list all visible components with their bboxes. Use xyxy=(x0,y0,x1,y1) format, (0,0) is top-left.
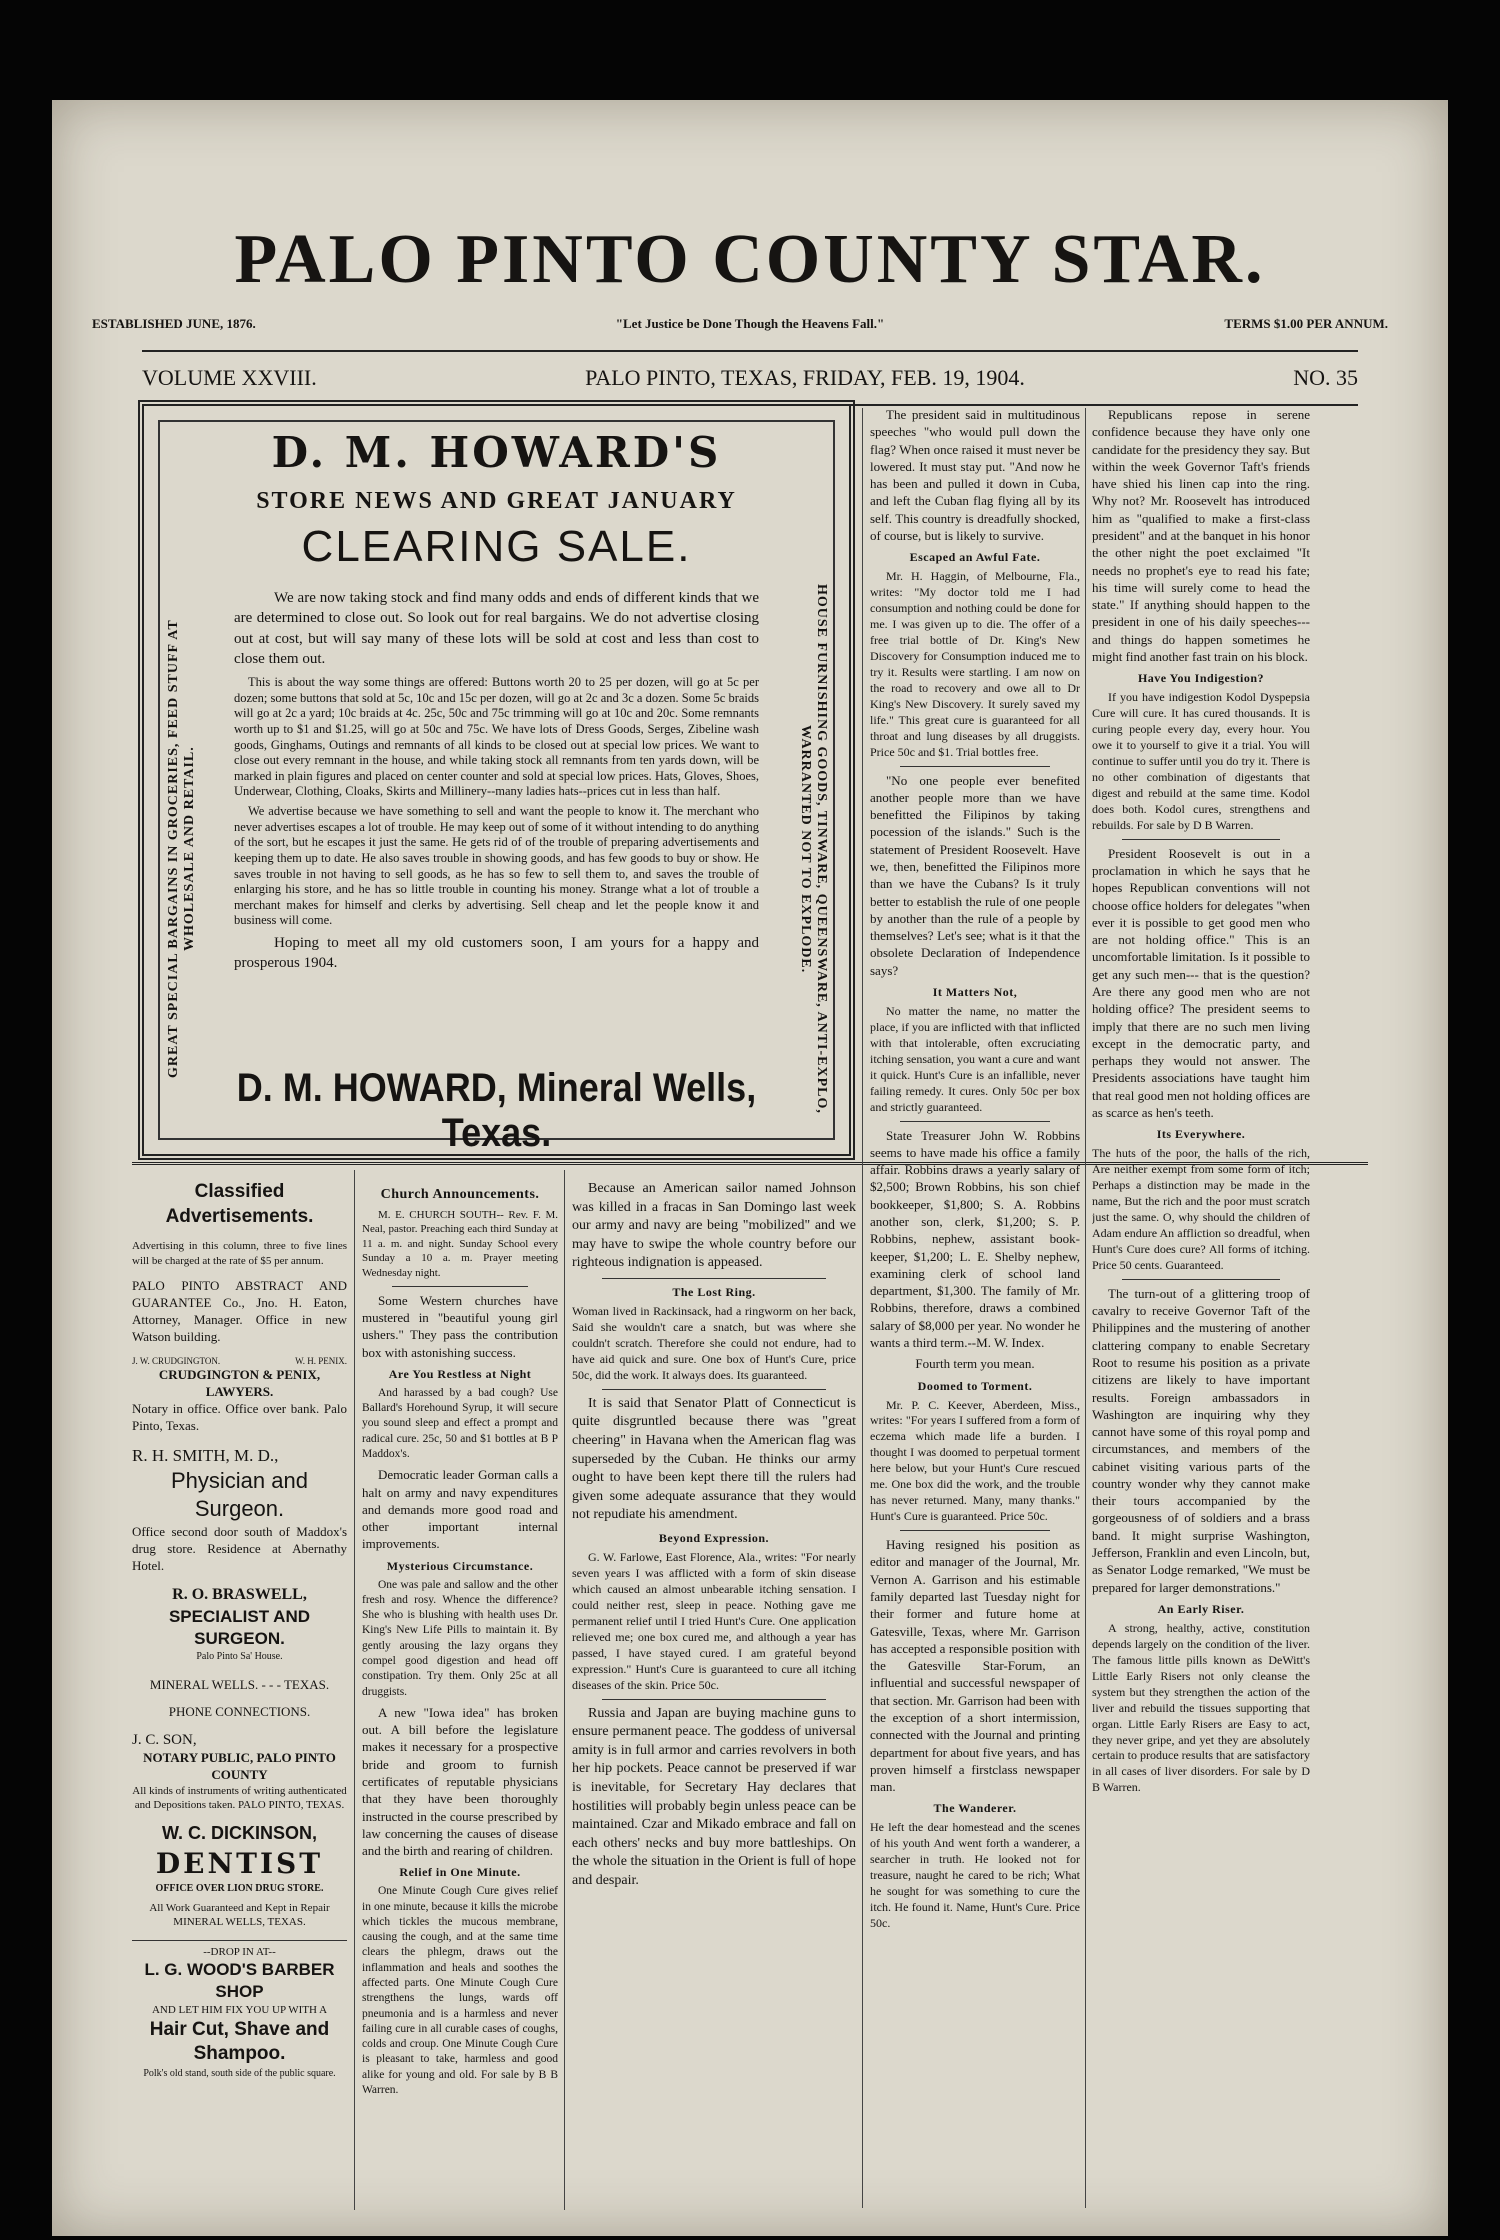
headline: The Lost Ring. xyxy=(672,1285,756,1300)
dentist-location: MINERAL WELLS, TEXAS. xyxy=(173,1916,306,1929)
ad-body xyxy=(234,588,759,1048)
article-text: President Roosevelt is out in a proclamation in which he says that he hopes Republican conventions will not choose office holders for delegates "when ever it is possible to get good men who are not holding office." This is an uncomfortable limitation. Is it possible to get any such men--- that is the question? Are there any good men who are not holding office? The president seems to imply that there are no such men living except in the democratic party, and perhaps they would not answer. The Presidents associations have taught him that real good men not holding offices are as scarce as hen's teeth. xyxy=(1092,845,1310,1120)
barber-services: Hair Cut, Shave and Shampoo. xyxy=(149,2018,330,2065)
classified-card: PALO PINTO ABSTRACT AND GUARANTEE Co., Jno. H. Eaton, Attorney, Manager. Office in new Watson building. xyxy=(132,1277,347,1344)
firm-details: Notary in office. Office over bank. Palo Pinto, Texas. xyxy=(132,1401,347,1433)
headline: Mysterious Circumstance. xyxy=(386,1558,534,1573)
article-text: A strong, healthy, active, constitution depends largely on the condition of the liver. The famous little pills known as DeWitt's Little Early Risers not only cleanse the system but they strengthen the action of the liver and rebuild the tissues supporting that organ. Little Early Risers are Easy to act, they never gripe, and yet they are absolutely certain to produce results that are satisfactory in all cases of liver disorders. For sale by D B Warren. xyxy=(1092,1620,1310,1795)
ad-paragraph: Hoping to meet all my old customers soon, I am yours for a happy and prosperous 1904. xyxy=(234,935,759,972)
poem-text: The huts of the poor, the halls of the rich, Are neither exempt from some form of itch; Perhaps a distinction may be made in the name, But the rich and the poor must scratch just the same. O, why should the children of Adam endure An affliction so dreadful, when Hunt's Cure does cure? All forms of itching. Price 50 cents. Guaranteed. xyxy=(1092,1146,1310,1272)
classified-card xyxy=(132,1585,347,1721)
ad-right-vertical: HOUSE FURNISHING GOODS, TINWARE, QUEENSWARE, ANTI-EXPLO, WARRANTED NOT TO EXPLODE. xyxy=(798,584,829,1114)
headline: An Early Riser. xyxy=(1157,1601,1245,1616)
article-text: No matter the name, no matter the place, if you are inflicted with that inflicted with that intolerable, often excruciating itching sensation, you want a cure and want it quick. Hunt's Cure is an infallible, never failing remedy. It cures. Only 50c per box and strictly guaranteed. xyxy=(870,1003,1080,1114)
classified-heading: Classified Advertisements. xyxy=(165,1181,314,1227)
divider xyxy=(392,1286,528,1287)
article-text: And harassed by a bad cough? Use Ballard's Horehound Syrup, it will secure you sound sleep and effect a prompt and radical cure. 25c, 50 and $1 bottles at B P Maddox's. xyxy=(362,1386,558,1460)
headline: Relief in One Minute. xyxy=(399,1865,521,1880)
ad-clearing-sale: CLEARING SALE. xyxy=(301,522,692,571)
column-rule xyxy=(564,1170,565,2210)
article-text: Mr. P. C. Keever, Aberdeen, Miss., writes: "For years I suffered from a form of eczema which made life a burden. I thought I was doomed to perpetual torment here below, but your Hunt's Cure rescued me. One box did the work, and the trouble has never returned. Many, many thanks." Hunt's Cure is guaranteed. Price 50c. xyxy=(870,1397,1080,1524)
firm-name: CRUDGINGTON & PENIX, LAWYERS. xyxy=(158,1367,321,1400)
article-text: Some Western churches have mustered in "beautiful young girl ushers." They pass the contribution box with astonishing success. xyxy=(362,1292,558,1360)
classified-column xyxy=(132,1180,347,2090)
issue-number: NO. 35 xyxy=(1293,365,1358,390)
headline: Beyond Expression. xyxy=(658,1531,770,1546)
classified-card xyxy=(132,1445,347,1575)
dentist-name: W. C. DICKINSON, xyxy=(161,1823,317,1844)
divider xyxy=(602,1699,826,1700)
article-text: M. E. CHURCH SOUTH-- Rev. F. M. Neal, pastor. Preaching each third Sunday at 11 a. m. and night. Sunday School every Sunday a 10 a. m. Prayer meeting Wednesday night. xyxy=(362,1208,558,1280)
article-text: The president said in multitudinous speeches "who would pull down the flag? When once raised it must never be lowered. It must stay put. "And now he has been and pulled it down in Cuba, and left the Cuban flag flying all by its self. This country is dreadfully shocked, of course, but is likely to survive. xyxy=(870,407,1080,543)
dentist-guarantee: All Work Guaranteed and Kept in Repair xyxy=(149,1902,330,1915)
article-text: Having resigned his position as editor and manager of the Journal, Mr. Vernon A. Garrison and his estimable family departed last Tuesday night for their former and future home at Gatesville, Texas, where Mr. Garrison has accepted a responsible position with the Gatesville Star-Forum, an influential and successful newspaper of that section. Mr. Garrison had been with the exception of a short intermission, connected with the Journal and printing department for about five years, and has proven himself a firstclass newspaper man. xyxy=(870,1537,1080,1795)
established-line: ESTABLISHED JUNE, 1876. xyxy=(92,316,256,331)
classified-card xyxy=(132,1822,347,1929)
column-2 xyxy=(362,1180,558,2210)
doctor-title: Physician and Surgeon. xyxy=(171,1467,308,1522)
motto: "Let Justice be Done Though the Heavens Fall." xyxy=(615,316,885,331)
divider xyxy=(1122,839,1280,840)
headline: The Wanderer. xyxy=(933,1801,1017,1816)
article-text: It is said that Senator Platt of Connecticut is quite disgruntled because there was "great cheering" in Havana when the American flag was superseded by the Cuban. He thinks our army ought to have been kept there till the rulers had given some adequate assurance that they would not repudiate his amendment. xyxy=(572,1395,856,1523)
article-text: Because an American sailor named Johnson was killed in a fracas in San Domingo last week our army and navy are being "mobilized" and we may have to swipe the whole country before our righteous indignation is appeased. xyxy=(572,1181,856,1271)
doctor-name: R. H. SMITH, M. D., xyxy=(132,1445,279,1465)
article-text: Democratic leader Gorman calls a halt on army and navy expenditures and demands more good road and other important internal improvements. xyxy=(362,1467,558,1552)
ad-left-vertical: GREAT SPECIAL BARGAINS IN GROCERIES, FEED STUFF AT WHOLESALE AND RETAIL. xyxy=(166,619,197,1079)
column-3 xyxy=(572,1180,856,2210)
divider xyxy=(1122,1279,1280,1280)
ad-title: D. M. HOWARD'S xyxy=(271,428,722,477)
surgeon-name: R. O. BRASWELL, xyxy=(172,1585,307,1603)
divider xyxy=(602,1278,826,1279)
ad-paragraph: We are now taking stock and find many odds and ends of different kinds that we are determined to close out. So look out for real bargains. We do not advertise closing out at cost, but will say many of these lots will be sold at cost and less than cost to close them out. xyxy=(234,590,759,667)
volume: VOLUME XXVIII. xyxy=(142,365,317,390)
divider xyxy=(900,766,1050,767)
barber-intro: --DROP IN AT-- xyxy=(203,1945,276,1958)
notary-details: All kinds of instruments of writing authenticated and Depositions taken. PALO PINTO, TEXAS. xyxy=(132,1784,347,1812)
column-4 xyxy=(870,406,1080,2206)
article-text: Russia and Japan are buying machine guns to ensure permanent peace. The goddess of universal amity is in full armor and carries revolvers in both her hip pockets. Peace cannot be preserved if war is inevitable, for Secretary Hay declares that hostilities will probably begin unless peace can be maintained. Czar and Mikado embrace and fall on each others' necks and buy more battleships. On the whole the situation in the Orient is full of hope and despair. xyxy=(572,1705,856,1889)
masthead-title: PALO PINTO COUNTY STAR. xyxy=(234,221,1266,298)
divider xyxy=(900,1530,1050,1531)
divider xyxy=(602,1389,826,1390)
ad-paragraph: We advertise because we have something to sell and want the people to know it. The merchant who never advertises escapes a lot of trouble. He may keep out of some of it without intending to do anything of the sort, but he escapes it just the same. He gets rid of of the trouble of preparing advertisements and keeping them up to date. He also saves trouble in showing goods, and has few goods to buy or show. He saves trouble in not having to sell goods, as he has so few to sell them to, and saves the trouble of enlarging his store, and he has so little trouble in counting his money. Strange what a lot of trouble a merchant makes for himself and clerks by advertising. Sell cheap and let the people know it and business will come. xyxy=(234,804,759,928)
headline: Church Announcements. xyxy=(380,1187,540,1202)
howard-advertisement xyxy=(138,400,855,1160)
article-text: Republicans repose in serene confidence because they have only one candidate for the presidency they say. But within the week Governor Taft's friends have shied his linen cap into the ring. Why not? Mr. Roosevelt has introduced him as "qualified to make a first-class president" and at the banquet in his honor the other night the poet exclaimed "It needs no prophet's eye to read his fate; his time will surely come to head the state." If anything should happen to the president in one of his daily speeches---and things do happen sometimes he might find another fast train on his block. xyxy=(1092,407,1310,664)
newspaper-page xyxy=(52,100,1448,2236)
article-text: One was pale and sallow and the other fresh and rosy. Whence the difference? She who is blushing with health uses Dr. King's New Life Pills to maintain it. By gently arousing the lazy organs they compel good digestion and head off constipation. Try them. Only 25c at all druggists. xyxy=(362,1578,558,1698)
article-text: Fourth term you mean. xyxy=(915,1356,1035,1372)
divider xyxy=(900,1121,1050,1122)
article-text: "No one people ever benefited another people more than we have benefitted the Filipinos by taking pocession of the islands." Such is the statement of President Roosevelt. Have we, then, benefitted the Filipinos more than we have the Cubans? Is it truly better to establish the rule of one people by another than the rule of a people by themselves? Let's see; what is it that the obsolete Declaration of Independence says? xyxy=(870,772,1080,978)
surgeon-title: SPECIALIST AND SURGEON. xyxy=(168,1606,311,1648)
barber-name: L. G. WOOD'S BARBER SHOP xyxy=(144,1960,335,2002)
ad-paragraph: This is about the way some things are offered: Buttons worth 20 to 25 per dozen, will go at 5c per dozen; some buttons that sold at 5c, 10c and 15c per dozen, will go at 2c and 3c a dozen. Some 5c braids will go at 2c a yard; 10c braids at 4c. 25c, 50c and 75c trimming will go at 10c and 20c. Some remnants worth up to $1 and $1.25, will go at 50c and 75c. We have lots of Dress Goods, Serges, Zibeline wash goods, Ginghams, Outings and remnants of all kinds to be closed out at special low prices. We want to close out every remnant in the house, and while taking stock all remnants from ten yards down, will be marked in plain figures and placed on center counter and sold at special low prices. Hats, Gloves, Shoes, Underwear, Clothing, Cloaks, Skirts and Millinery--many ladies hats--prices cut in less than half. xyxy=(234,675,759,799)
headline: Are You Restless at Night xyxy=(388,1366,532,1381)
headline: Escaped an Awful Fate. xyxy=(909,550,1041,565)
terms: TERMS $1.00 PER ANNUM. xyxy=(1224,316,1388,331)
notary-name: J. C. SON, xyxy=(132,1731,197,1748)
surgeon-phone: PHONE CONNECTIONS. xyxy=(168,1703,311,1719)
partner-name: W. H. PENIX. xyxy=(295,1355,347,1366)
column-rule xyxy=(1085,408,1086,2208)
partner-name: J. W. CRUDGINGTON. xyxy=(132,1355,221,1366)
barber-location: Polk's old stand, south side of the public square. xyxy=(143,2067,336,2079)
classified-intro: Advertising in this column, three to five lines will be charged at the rate of $5 per annum. xyxy=(132,1240,347,1267)
dateline: PALO PINTO, TEXAS, FRIDAY, FEB. 19, 1904. xyxy=(585,365,1025,390)
headline: Its Everywhere. xyxy=(1156,1127,1246,1142)
classified-card xyxy=(132,1940,347,2080)
column-rule xyxy=(354,1170,355,2210)
dentist-office: OFFICE OVER LION DRUG STORE. xyxy=(155,1883,324,1895)
article-text: A new "Iowa idea" has broken out. A bill before the legislature makes it necessary for a prospective bride and groom to furnish certificates of reputable physicians that they have been thoroughly instructed in the course prescribed by law concerning the causes of disease and the birth and rearing of children. xyxy=(362,1704,558,1859)
column-5 xyxy=(1092,406,1310,2206)
poem-text: Woman lived in Rackinsack, had a ringworm on her back, Said she wouldn't care a snatch, but was where she couldn't scratch. Therefore she could not endure, had to have aid quick and sure. One box of Hunt's Cure, price 50c, did the work. It always does. Its guaranteed. xyxy=(572,1304,856,1382)
notary-title: NOTARY PUBLIC, PALO PINTO COUNTY xyxy=(143,1750,336,1782)
doctor-details: Office second door south of Maddox's drug store. Residence at Abernathy Hotel. xyxy=(132,1524,347,1573)
poem-text: He left the dear homestead and the scenes of his youth And went forth a wanderer, a searcher in truth. He looked not for treasure, naught he cared to be rich; What he sought for was something to cure the itch. He found it. Name, Hunt's Cure. Price 50c. xyxy=(870,1820,1080,1931)
dateline-bar xyxy=(142,350,1358,406)
headline: Have You Indigestion? xyxy=(1137,671,1265,686)
barber-tagline: AND LET HIM FIX YOU UP WITH A xyxy=(151,2004,328,2017)
article-text: Mr. H. Haggin, of Melbourne, Fla., writes: "My doctor told me I had consumption and nothing could be done for me. I was given up to die. The offer of a free trial bottle of Dr. King's New Discovery for Consumption induced me to try it. Results were startling. I am now on the road to recovery and owe all to Dr King's New Discovery. It surely saved my life." This great cure is guaranteed for all throat and lung diseases by all druggists. Price 50c and $1. Trial bottles free. xyxy=(870,569,1080,759)
dentist-title: DENTIST xyxy=(155,1846,324,1880)
headline: It Matters Not, xyxy=(932,985,1018,1000)
article-text: The turn-out of a glittering troop of cavalry to receive Governor Taft of the Philippines and the mustering of another clattering company to enable Secretary Root to resume his position as a private citizens are likely to have important results. Foreign ambassadors in Washington are inquiring why they cannot have some of this royal pomp and circumstances, and members of the cabinet visiting various parts of the country wonder why they cannot make their tours accompanied by the gorgeousness of of soldiers and a brass band. It might surprise Washington, Jefferson, Franklin and even Lincoln, but, as Senator Lodge remarked, "We must be prepared for larger demonstrations." xyxy=(1092,1285,1310,1595)
headline: Doomed to Torment. xyxy=(917,1378,1033,1393)
article-text: G. W. Farlowe, East Florence, Ala., writes: "For nearly seven years I was afflicted with a form of skin disease which caused an almost unbearable itching sensation. I could neither rest, sleep in peace. Nothing gave me permanent relief until I tried Hunt's Cure. One application relieved me; one box cured me, and although a year has passed, I have stayed cured. I am grateful beyond expression." Hunt's Cure is guaranteed to cure all itching diseases of the skin. Price 50c. xyxy=(572,1549,856,1692)
classified-card xyxy=(132,1731,347,1813)
ad-footer: D. M. HOWARD, Mineral Wells, Texas. xyxy=(236,1066,757,1155)
surgeon-office: Palo Pinto Sa' House. xyxy=(196,1650,283,1662)
article-text: State Treasurer John W. Robbins seems to have made his office a family affair. Robbins draws a yearly salary of $2,500; Brown Robbins, his son chief bookkeeper, $1,800; S. A. Robbins another son, clerk, $1,200; S. P. Robbins, nephew, assistant book-keeper, $1,200; L. E. Shelby nephew, examining clerk of school land department, $1,300. The family of Mr. Robbins, therefore, draws a combined salary of $8,000 per year. No wonder he wants a third term.--M. W. Index. xyxy=(870,1127,1080,1351)
article-text: If you have indigestion Kodol Dyspepsia Cure will cure. It has cured thousands. It is curing people every day, every hour. You owe it to yourself to give it a trial. You will continue to suffer until you do try it. There is no other combination of digestants that digest and rebuild at the same time. Kodol does both. Kodol cures, strengthens and rebuilds. For sale by D B Warren. xyxy=(1092,690,1310,832)
classified-card xyxy=(132,1356,347,1435)
surgeon-location: MINERAL WELLS. - - - TEXAS. xyxy=(149,1676,330,1692)
article-text: One Minute Cough Cure gives relief in one minute, because it kills the microbe which tickles the mucous membrane, causing the cough, and at the same time clears the phlegm, draws out the inflammation and heals and soothes the affected parts. One Minute Cough Cure strengthens the lungs, wards off pneumonia and is a harmless and never failing cure in all curable cases of coughs, colds and croup. One Minute Cough Cure is pleasant to take, harmless and good alike for young and old. For sale by B B Warren. xyxy=(362,1885,558,2096)
ad-subtitle: STORE NEWS AND GREAT JANUARY xyxy=(256,488,737,514)
column-rule xyxy=(862,408,863,2208)
